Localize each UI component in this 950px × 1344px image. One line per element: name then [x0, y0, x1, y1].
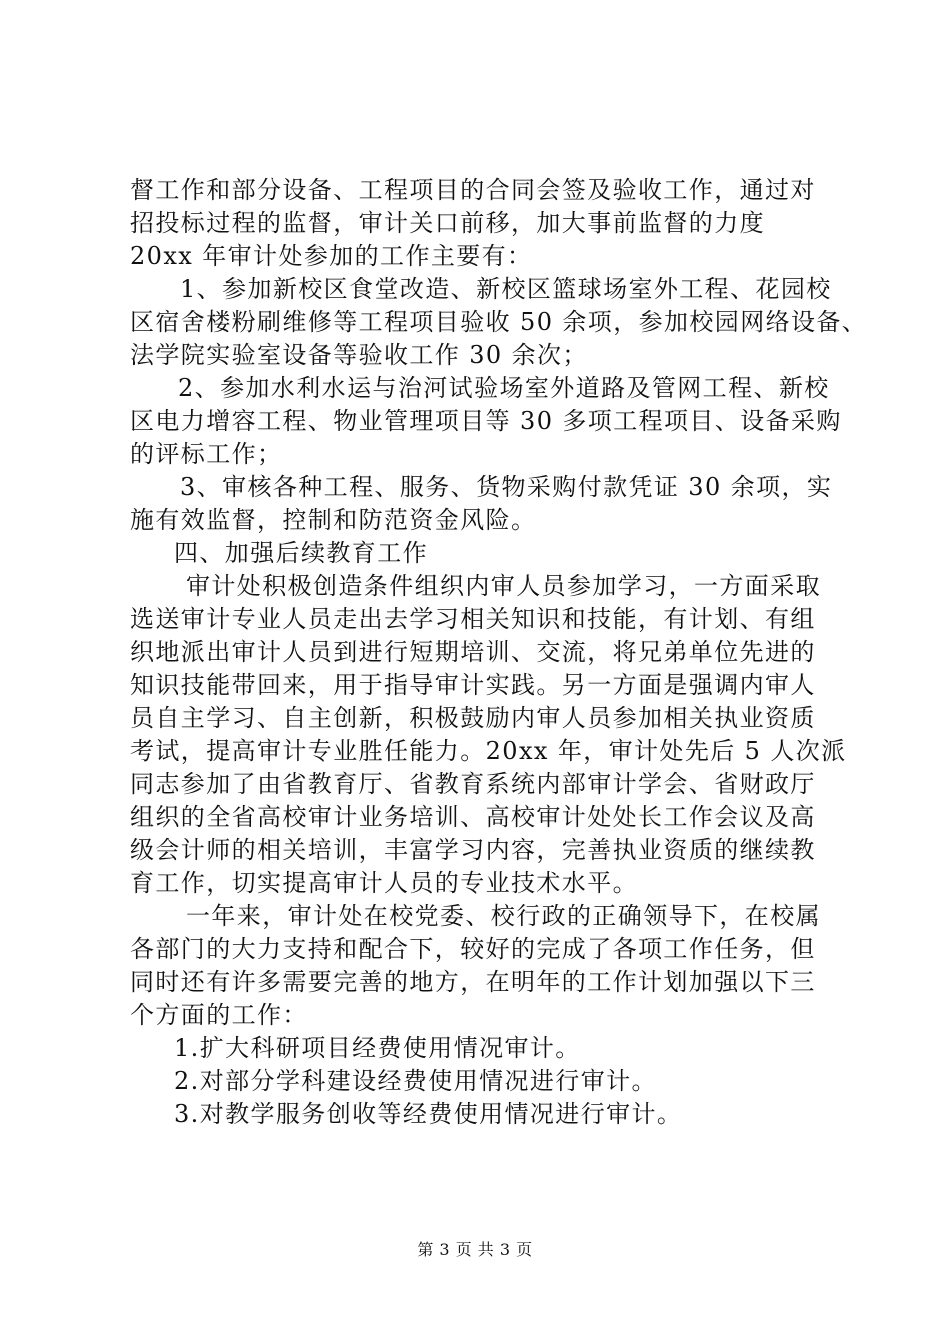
- text-line: 考试，提高审计专业胜任能力。20xx 年，审计处先后 5 人次派: [130, 737, 847, 765]
- text-line: 同志参加了由省教育厅、省教育系统内部审计学会、省财政厅: [130, 770, 816, 798]
- plan-item-3: 3.对教学服务创收等经费使用情况进行审计。: [174, 1100, 683, 1128]
- text-line: 同时还有许多需要完善的地方，在明年的工作计划加强以下三: [130, 968, 816, 996]
- text-line: 各部门的大力支持和配合下，较好的完成了各项工作任务，但: [130, 935, 816, 963]
- plan-item-2: 2.对部分学科建设经费使用情况进行审计。: [174, 1067, 657, 1095]
- text-line: 督工作和部分设备、工程项目的合同会签及验收工作，通过对: [130, 176, 816, 204]
- text-line: 20xx 年审计处参加的工作主要有：: [130, 242, 533, 270]
- text-line: 员自主学习、自主创新，积极鼓励内审人员参加相关执业资质: [130, 704, 816, 732]
- text-line: 知识技能带回来，用于指导审计实践。另一方面是强调内审人: [130, 671, 816, 699]
- text-line: 招投标过程的监督，审计关口前移，加大事前监督的力度: [130, 209, 765, 237]
- text-line: 区电力增容工程、物业管理项目等 30 多项工程项目、设备采购: [130, 407, 842, 435]
- text-line: 区宿舍楼粉刷维修等工程项目验收 50 余项，参加校园网络设备、: [130, 308, 868, 336]
- text-line: 织地派出审计人员到进行短期培训、交流，将兄弟单位先进的: [130, 638, 816, 666]
- text-line: 组织的全省高校审计业务培训、高校审计处处长工作会议及高: [130, 803, 816, 831]
- document-body: [130, 174, 868, 1131]
- text-line: 育工作，切实提高审计人员的专业技术水平。: [130, 869, 638, 897]
- paragraph-start: 审计处积极创造条件组织内审人员参加学习，一方面采取: [186, 572, 821, 600]
- paragraph-start: 一年来，审计处在校党委、校行政的正确领导下，在校属: [186, 902, 821, 930]
- text-line: 级会计师的相关培训，丰富学习内容，完善执业资质的继续教: [130, 836, 816, 864]
- text-line: 选送审计专业人员走出去学习相关知识和技能，有计划、有组: [130, 605, 816, 633]
- section-heading: 四、加强后续教育工作: [174, 539, 428, 567]
- text-line: 的评标工作；: [130, 440, 283, 468]
- list-item-3: 3、审核各种工程、服务、货物采购付款凭证 30 余项，实: [180, 473, 833, 501]
- text-line: 施有效监督，控制和防范资金风险。: [130, 506, 537, 534]
- text-line: 法学院实验室设备等验收工作 30 余次；: [130, 341, 588, 369]
- text-line: 个方面的工作：: [130, 1001, 308, 1029]
- list-item-1: 1、参加新校区食堂改造、新校区篮球场室外工程、花园校: [180, 275, 832, 303]
- plan-item-1: 1.扩大科研项目经费使用情况审计。: [174, 1034, 581, 1062]
- page-footer: 第 3 页 共 3 页: [417, 1240, 533, 1259]
- list-item-2: 2、参加水利水运与治河试验场室外道路及管网工程、新校: [178, 374, 830, 402]
